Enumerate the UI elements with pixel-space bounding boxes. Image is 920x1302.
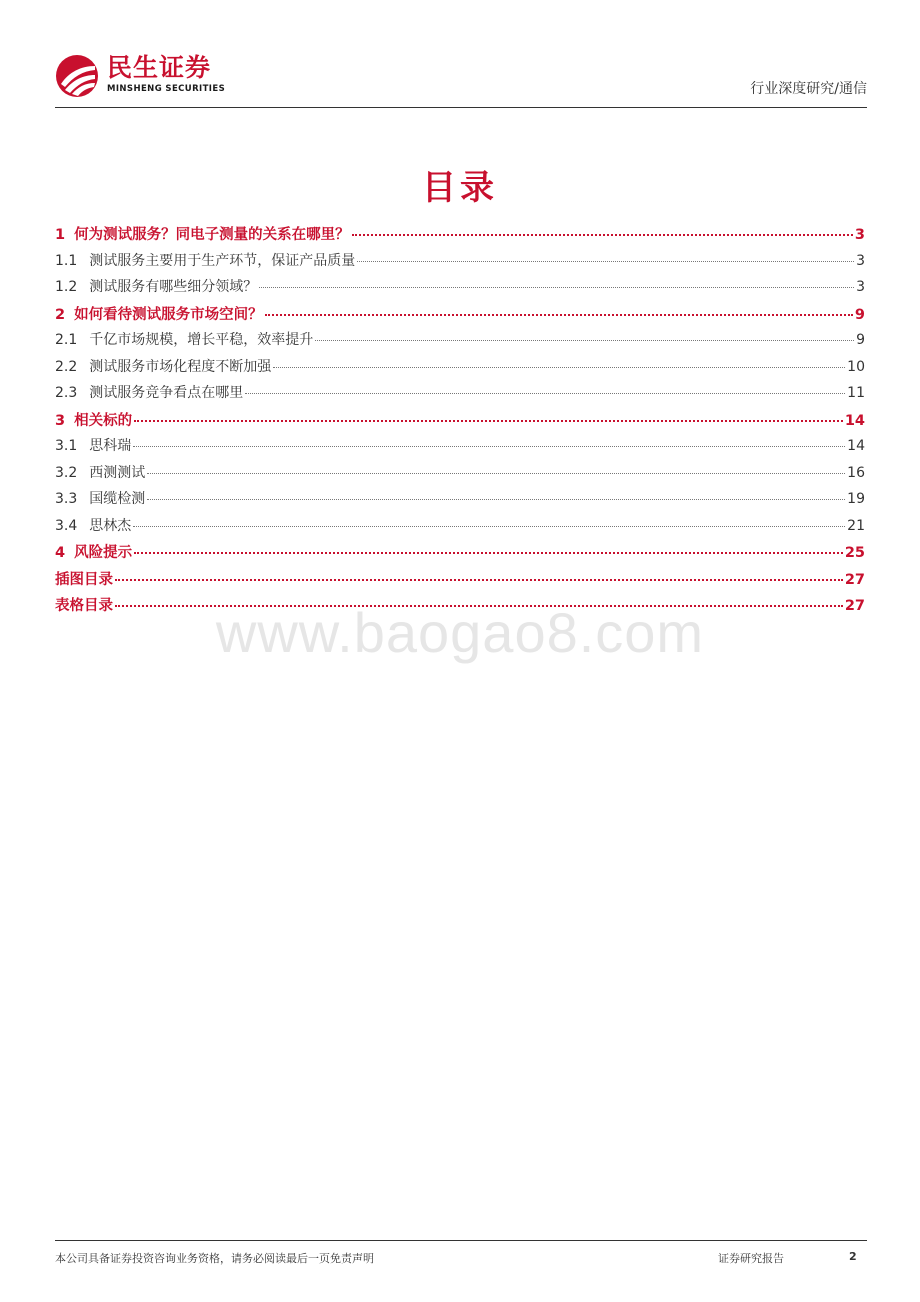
toc-entry[interactable] bbox=[55, 435, 865, 462]
toc-entry-number: 3.2 bbox=[55, 464, 78, 481]
toc-dot-leader bbox=[245, 392, 845, 394]
watermark: www.baogao8.com bbox=[215, 601, 705, 664]
toc-entry-page: 14 bbox=[844, 412, 865, 429]
toc-entry-title: 国缆检测 bbox=[89, 491, 146, 507]
toc-entry-title: 测试服务市场化程度不断加强 bbox=[89, 358, 272, 375]
toc-dot-leader bbox=[115, 578, 843, 581]
toc-dot-leader bbox=[133, 525, 845, 527]
toc-entry[interactable] bbox=[55, 329, 865, 356]
toc-dot-leader bbox=[134, 551, 843, 554]
toc-entry-title: 千亿市场规模，增长平稳，效率提升 bbox=[89, 332, 314, 348]
footer-disclaimer: 本公司具备证券投资咨询业务资格，请务必阅读最后一页免责声明 bbox=[55, 1252, 374, 1265]
toc-entry-number: 3 bbox=[55, 412, 66, 429]
toc-entry-page: 27 bbox=[844, 571, 865, 588]
toc-entry-number: 3.4 bbox=[55, 517, 78, 534]
toc-dot-leader bbox=[259, 286, 854, 288]
header-divider bbox=[55, 107, 867, 108]
toc-entry-title: 插图目录 bbox=[55, 571, 113, 588]
toc-entry-title: 表格目录 bbox=[55, 598, 113, 614]
toc-entry-title: 思林杰 bbox=[89, 517, 132, 534]
toc-entry-number: 3.1 bbox=[55, 438, 78, 454]
toc-entry-number: 3.3 bbox=[55, 491, 78, 507]
toc-entry[interactable] bbox=[55, 568, 865, 595]
logo-chinese-name: 民生证券 bbox=[107, 53, 212, 82]
table-of-contents bbox=[55, 223, 865, 621]
toc-entry[interactable] bbox=[55, 223, 865, 250]
toc-entry-page: 21 bbox=[847, 517, 865, 534]
toc-entry[interactable] bbox=[55, 303, 865, 330]
toc-entry-number: 1.2 bbox=[55, 279, 78, 295]
toc-entry-title: 相关标的 bbox=[74, 412, 133, 429]
toc-entry-page: 3 bbox=[856, 252, 865, 269]
toc-entry-page: 11 bbox=[847, 385, 865, 401]
footer-doc-type: 证券研究报告 bbox=[718, 1252, 784, 1265]
toc-entry-number: 4 bbox=[55, 545, 66, 561]
toc-entry-number: 1.1 bbox=[55, 252, 78, 269]
toc-entry-number: 1 bbox=[55, 227, 66, 243]
toc-dot-leader bbox=[273, 366, 845, 368]
toc-entry-title: 思科瑞 bbox=[89, 438, 132, 454]
toc-entry-title: 测试服务主要用于生产环节，保证产品质量 bbox=[89, 252, 356, 269]
toc-entry-number: 2 bbox=[55, 306, 66, 323]
toc-entry-number: 2.3 bbox=[55, 385, 78, 401]
minsheng-logo-icon bbox=[55, 54, 99, 98]
toc-entry[interactable] bbox=[55, 250, 865, 277]
toc-entry[interactable] bbox=[55, 356, 865, 383]
page-header bbox=[55, 52, 867, 108]
toc-entry-page: 14 bbox=[847, 438, 865, 454]
toc-entry-page: 9 bbox=[856, 332, 865, 348]
toc-entry[interactable] bbox=[55, 541, 865, 568]
toc-entry-page: 3 bbox=[854, 227, 865, 243]
toc-entry[interactable] bbox=[55, 382, 865, 409]
toc-entry-number: 2.2 bbox=[55, 358, 78, 375]
toc-entry-page: 16 bbox=[847, 464, 865, 481]
toc-entry[interactable] bbox=[55, 276, 865, 303]
toc-dot-leader bbox=[147, 472, 845, 474]
toc-entry-title: 何为测试服务？同电子测量的关系在哪里？ bbox=[74, 227, 350, 243]
toc-entry-page: 27 bbox=[844, 598, 865, 614]
toc-entry-number: 2.1 bbox=[55, 332, 78, 348]
toc-dot-leader bbox=[352, 233, 853, 236]
toc-title: 目录 bbox=[422, 168, 498, 208]
toc-dot-leader bbox=[357, 260, 854, 262]
toc-dot-leader bbox=[315, 339, 854, 341]
toc-entry[interactable] bbox=[55, 488, 865, 515]
toc-entry-page: 25 bbox=[844, 545, 865, 561]
toc-entry-title: 测试服务有哪些细分领域？ bbox=[89, 279, 258, 295]
logo-english-name: MINSHENG SECURITIES bbox=[107, 84, 226, 94]
page-number: 2 bbox=[849, 1250, 857, 1263]
toc-entry[interactable] bbox=[55, 462, 865, 489]
toc-entry-page: 10 bbox=[847, 358, 865, 375]
toc-dot-leader bbox=[147, 498, 845, 500]
toc-entry[interactable] bbox=[55, 515, 865, 542]
report-category: 行业深度研究/通信 bbox=[750, 81, 867, 97]
minsheng-logo bbox=[55, 52, 245, 100]
toc-entry-title: 风险提示 bbox=[74, 545, 133, 561]
toc-entry-page: 3 bbox=[856, 279, 865, 295]
toc-entry-title: 西测测试 bbox=[89, 464, 146, 481]
toc-dot-leader bbox=[133, 445, 845, 447]
toc-entry-page: 19 bbox=[847, 491, 865, 507]
toc-dot-leader bbox=[265, 313, 853, 316]
toc-entry-title: 如何看待测试服务市场空间？ bbox=[74, 306, 263, 323]
footer-divider bbox=[55, 1240, 867, 1241]
toc-entry-page: 9 bbox=[854, 306, 865, 323]
toc-dot-leader bbox=[134, 419, 843, 422]
toc-entry[interactable] bbox=[55, 409, 865, 436]
toc-entry-title: 测试服务竞争看点在哪里 bbox=[89, 385, 244, 401]
